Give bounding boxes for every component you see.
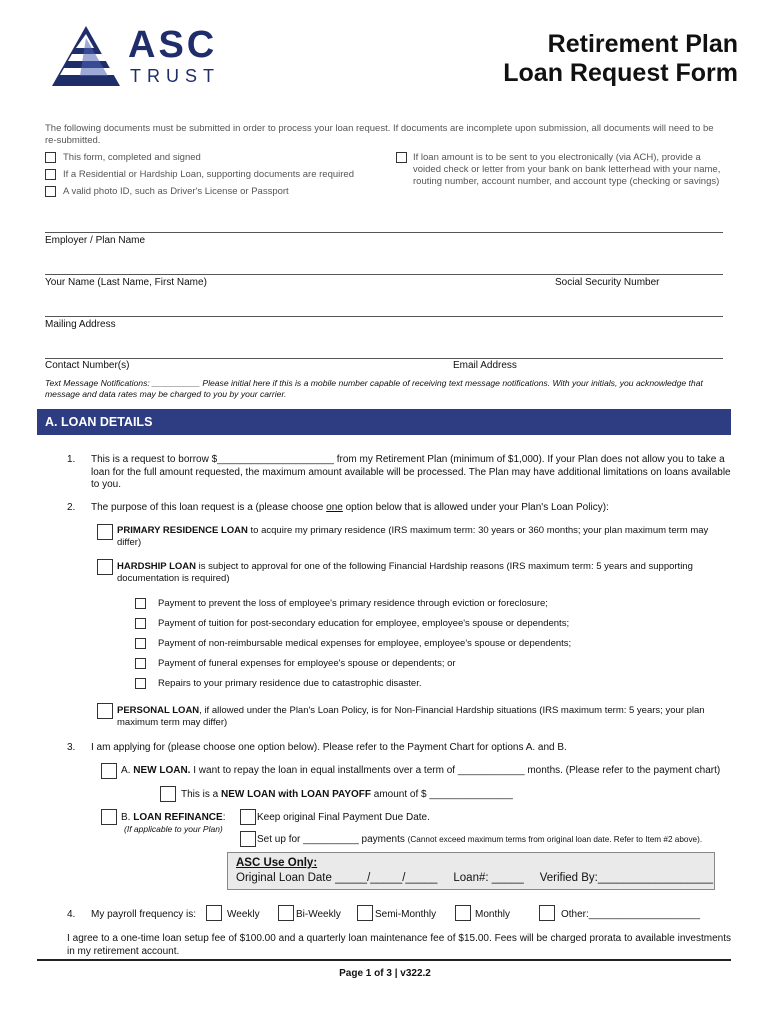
checklist-checkbox-3[interactable]	[45, 186, 56, 197]
ssn-label: Social Security Number	[555, 277, 660, 288]
contact-label: Contact Number(s)	[45, 360, 130, 371]
semimonthly-label: Semi-Monthly	[375, 909, 437, 920]
hardship-reason-checkbox-5[interactable]	[135, 678, 146, 689]
personal-loan-checkbox[interactable]	[97, 703, 113, 719]
keep-date-text: Keep original Final Payment Due Date.	[257, 812, 430, 823]
asc-use-only-title: ASC Use Only:	[236, 857, 318, 869]
hardship-reason-3: Payment of non-reimbursable medical expenses for employee, employee's spouse or dependents;	[158, 638, 572, 649]
primary-bold: PRIMARY RESIDENCE LOAN	[117, 525, 248, 536]
new-loan-text	[121, 765, 720, 778]
name-label: Your Name (Last Name, First Name)	[45, 277, 207, 288]
asc-use-only-line: Original Loan Date _____/_____/_____ Loan#: _____ Verified By:__________________	[236, 872, 714, 884]
item3-text: I am applying for (please choose one option below). Please refer to the Payment Chart for options A. and B.	[91, 742, 567, 753]
setup-payments-text	[257, 834, 702, 847]
name-line[interactable]	[45, 274, 723, 275]
keep-date-checkbox[interactable]	[240, 809, 256, 825]
optB-pre: B.	[121, 812, 134, 823]
item1-number: 1.	[67, 454, 76, 465]
payoff-rest: amount of $ _______________	[371, 789, 513, 800]
checklist-checkbox-1[interactable]	[45, 152, 56, 163]
checklist-item-2: If a Residential or Hardship Loan, supporting documents are required	[63, 169, 354, 180]
payoff-bold: NEW LOAN with LOAN PAYOFF	[221, 789, 372, 800]
item2-number: 2.	[67, 502, 76, 513]
hardship-reason-checkbox-3[interactable]	[135, 638, 146, 649]
text-notice: Text Message Notifications: __________ Please initial here if this is a mobile number capable of receiving text message notifications. With your initials, you acknowledge that message and data rates may be charged to you by your carrier.	[45, 378, 703, 399]
page-footer: Page 1 of 3 | v322.2	[339, 968, 431, 979]
item2-text	[91, 502, 609, 515]
refinance-note: (If applicable to your Plan)	[124, 824, 223, 834]
item2-pre: The purpose of this loan request is a (please choose	[91, 502, 327, 513]
form-title	[503, 30, 738, 88]
optB-bold: LOAN REFINANCE	[133, 812, 223, 823]
setup-small: (Cannot exceed maximum terms from original loan date. Refer to Item #2 above).	[407, 835, 703, 844]
optB-rest: :	[222, 812, 226, 823]
hardship-reason-4: Payment of funeral expenses for employee's spouse or dependents; or	[158, 658, 456, 669]
intro-text: The following documents must be submitted in order to process your loan request. If documents are incomplete upon submission, all documents will need to be re-submitted.	[45, 123, 714, 146]
fee-text: I agree to a one-time loan setup fee of $100.00 and a quarterly loan maintenance fee of $15.00. Fees will be charged prorata to available investments in my retirement account.	[67, 933, 731, 957]
biweekly-checkbox[interactable]	[278, 905, 294, 921]
loan-payoff-checkbox[interactable]	[160, 786, 176, 802]
hardship-rest: is subject to approval for one of the following Financial Hardship reasons (IRS maximum term: 5 years and supporting documentation is required)	[117, 561, 693, 584]
optA-bold: NEW LOAN.	[133, 765, 191, 776]
logo	[48, 22, 228, 92]
item2-post: option below that is allowed under your Plan's Loan Policy):	[342, 502, 609, 513]
item4-number: 4.	[67, 909, 76, 920]
new-loan-checkbox[interactable]	[101, 763, 117, 779]
address-line[interactable]	[45, 316, 723, 317]
hardship-reason-checkbox-2[interactable]	[135, 618, 146, 629]
hardship-reason-checkbox-4[interactable]	[135, 658, 146, 669]
item4-label: My payroll frequency is:	[91, 909, 197, 920]
optA-rest: I want to repay the loan in equal installments over a term of ____________ months. (Please refer to the payment chart)	[190, 765, 721, 776]
other-label: Other:____________________	[561, 909, 701, 920]
hardship-reason-1: Payment to prevent the loss of employee's primary residence through eviction or foreclosure;	[158, 598, 548, 609]
email-label: Email Address	[453, 360, 517, 371]
address-label: Mailing Address	[45, 319, 116, 330]
monthly-checkbox[interactable]	[455, 905, 471, 921]
section-a-title: A. LOAN DETAILS	[45, 415, 153, 429]
item2-one: one	[326, 502, 343, 513]
other-checkbox[interactable]	[539, 905, 555, 921]
ach-checkbox[interactable]	[396, 152, 407, 163]
logo-trust: TRUST	[130, 66, 220, 86]
checklist-checkbox-2[interactable]	[45, 169, 56, 180]
personal-rest: , if allowed under the Plan's Loan Policy, is for Non-Financial Hardship situations (IRS maximum term: 5 years; your plan maximum term may differ)	[117, 705, 705, 728]
setup-pre: Set up for __________ payments	[257, 834, 408, 845]
refinance-checkbox[interactable]	[101, 809, 117, 825]
primary-residence-checkbox[interactable]	[97, 524, 113, 540]
hardship-checkbox[interactable]	[97, 559, 113, 575]
title-line2: Loan Request Form	[503, 59, 738, 87]
personal-bold: PERSONAL LOAN	[117, 705, 200, 716]
checklist-item-3: A valid photo ID, such as Driver's License or Passport	[63, 186, 289, 197]
weekly-checkbox[interactable]	[206, 905, 222, 921]
biweekly-label: Bi-Weekly	[296, 909, 341, 920]
primary-rest: to acquire my primary residence (IRS maximum term: 30 years or 360 months; your plan maximum term may differ)	[117, 525, 709, 548]
logo-triangle-icon	[50, 24, 122, 88]
optA-pre: A.	[121, 765, 134, 776]
semimonthly-checkbox[interactable]	[357, 905, 373, 921]
item3-number: 3.	[67, 742, 76, 753]
hardship-reason-5: Repairs to your primary residence due to catastrophic disaster.	[158, 678, 422, 689]
contact-line[interactable]	[45, 358, 723, 359]
footer-rule	[37, 959, 731, 961]
hardship-reason-2: Payment of tuition for post-secondary education for employee, employee's spouse or dependents;	[158, 618, 570, 629]
weekly-label: Weekly	[227, 909, 260, 920]
monthly-label: Monthly	[475, 909, 511, 920]
employer-label: Employer / Plan Name	[45, 235, 146, 246]
hardship-bold: HARDSHIP LOAN	[117, 561, 196, 572]
hardship-reason-checkbox-1[interactable]	[135, 598, 146, 609]
employer-line[interactable]	[45, 232, 723, 233]
item1-text: This is a request to borrow $_____________________ from my Retirement Plan (minimum of $1,000). If your Plan does not allow you to take a loan for the full amount requested, the maximum amount available will be processed. The Plan may have additional limitations on loans available to you.	[91, 454, 731, 490]
payoff-pre: This is a	[181, 789, 222, 800]
hardship-text	[117, 561, 732, 585]
personal-loan-text	[117, 705, 729, 729]
asc-use-only-box	[227, 852, 715, 890]
refinance-text	[121, 812, 225, 825]
setup-payments-checkbox[interactable]	[240, 831, 256, 847]
title-line1: Retirement Plan	[547, 30, 738, 58]
primary-residence-text	[117, 525, 727, 549]
section-a-header	[37, 409, 731, 435]
logo-asc: ASC	[128, 24, 218, 66]
ach-note: If loan amount is to be sent to you electronically (via ACH), provide a voided check or letter from your bank on bank letterhead with your name, routing number, account number, and account type (checking or savings)	[413, 152, 721, 187]
loan-payoff-text	[181, 789, 513, 802]
checklist-item-1: This form, completed and signed	[63, 152, 201, 163]
